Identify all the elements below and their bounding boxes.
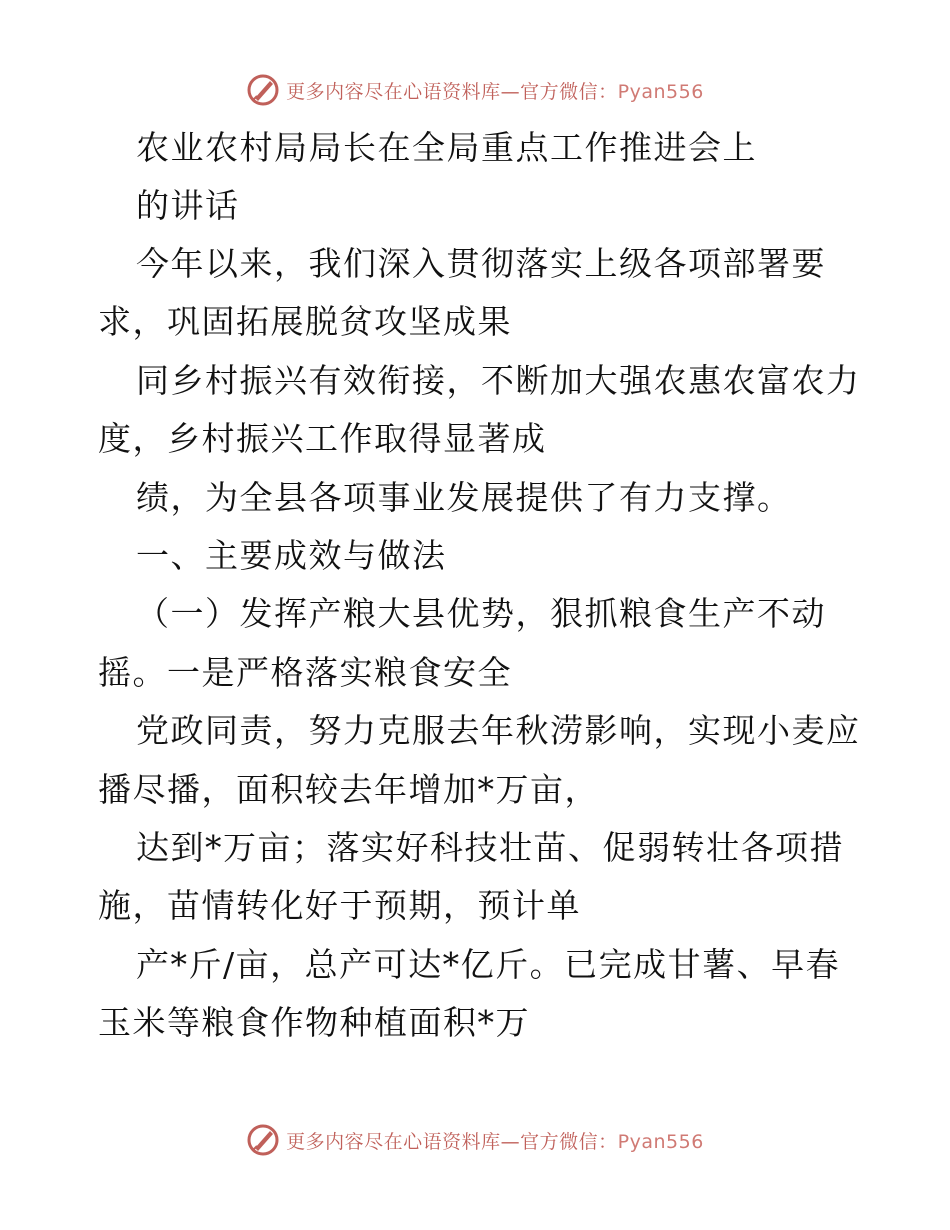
paragraph-line: 求，巩固拓展脱贫攻坚成果 — [98, 302, 512, 341]
paragraph-line: 达到*万亩；落实好科技壮苗、促弱转壮各项措 — [136, 828, 844, 867]
subsection-heading: （一）发挥产粮大县优势，狠抓粮食生产不动 — [136, 594, 826, 633]
paragraph-line: 今年以来，我们深入贯彻落实上级各项部署要 — [136, 244, 826, 283]
paragraph-line: 党政同责，努力克服去年秋涝影响，实现小麦应 — [136, 711, 861, 750]
document-title-line-1: 农业农村局局长在全局重点工作推进会上 — [136, 128, 757, 167]
paragraph-line: 摇。一是严格落实粮食安全 — [98, 653, 512, 692]
paragraph-line: 施，苗情转化好于预期，预计单 — [98, 886, 581, 925]
paragraph-line: 产*斤/亩，总产可达*亿斤。已完成甘薯、早春 — [136, 945, 841, 984]
header-banner — [0, 70, 950, 110]
feather-logo-icon — [246, 1123, 280, 1157]
paragraph-line: 同乡村振兴有效衔接，不断加大强农惠农富农力 — [136, 361, 861, 400]
section-heading: 一、主要成效与做法 — [136, 536, 447, 575]
document-title-line-2: 的讲话 — [136, 186, 240, 225]
paragraph-line: 绩，为全县各项事业发展提供了有力支撑。 — [136, 478, 792, 517]
footer-banner — [0, 1120, 950, 1160]
paragraph-line: 玉米等粮食作物种植面积*万 — [98, 1003, 530, 1042]
footer-banner-text: 更多内容尽在心语资料库—官方微信：Pyan556 — [286, 1130, 704, 1153]
paragraph-line: 播尽播，面积较去年增加*万亩， — [98, 770, 599, 809]
paragraph-line: 度，乡村振兴工作取得显著成 — [98, 419, 547, 458]
header-banner-text: 更多内容尽在心语资料库—官方微信：Pyan556 — [286, 80, 704, 103]
feather-logo-icon — [246, 73, 280, 107]
